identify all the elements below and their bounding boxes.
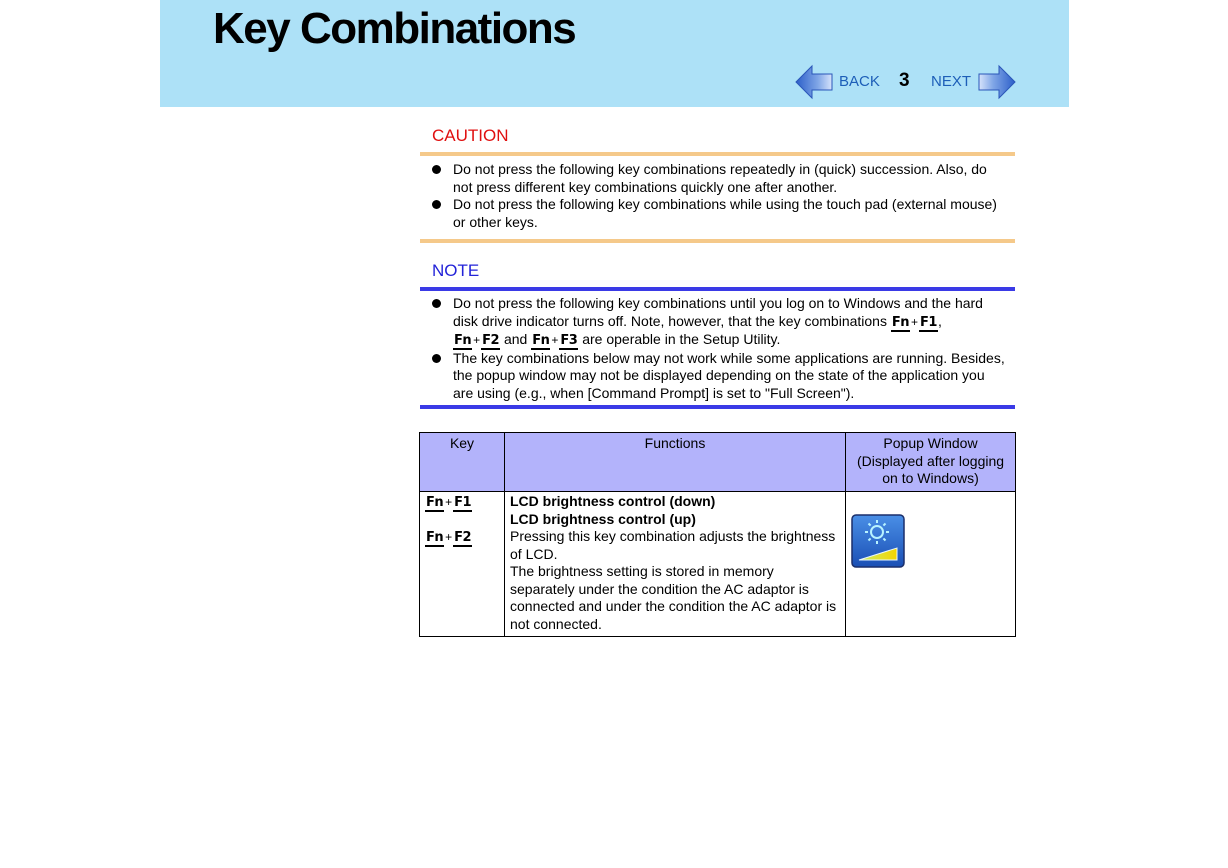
fn-key: Fn [891,314,909,330]
bullet-icon [432,299,441,308]
note-title: NOTE [432,261,480,280]
note-bottom-rule [420,405,1015,409]
f1-key: F1 [920,314,937,330]
back-link[interactable]: BACK [839,73,880,90]
caution-list [430,161,1005,231]
function-title-up: LCD brightness control (up) [510,510,696,527]
list-item: The key combinations below may not work while some applications are running. Besides, the popup window may not be displayed depending on the state of the application you are using (e.g., when [Command Prompt] is set to "Full Screen"). [430,350,1005,403]
header-popup: Popup Window (Displayed after logging on to Windows) [846,433,1016,492]
page-header [160,0,1069,107]
key-combination-table [419,432,1016,637]
popup-cell [846,492,1016,637]
key-cell: Fn + F1 Fn + F2 [420,492,505,637]
fn-key: Fn [426,495,444,510]
bullet-icon [432,165,441,174]
f1-key: F1 [454,495,472,510]
list-item: Do not press the following key combinations repeatedly in (quick) succession. Also, do not press different key combinations quickly one after another. [430,161,1005,196]
next-arrow-icon[interactable] [978,64,1016,100]
function-title-down: LCD brightness control (down) [510,493,716,509]
page-number: 3 [899,70,910,91]
caution-title: CAUTION [432,126,509,145]
note-top-rule [420,287,1015,291]
back-arrow-icon[interactable] [795,64,833,100]
next-link[interactable]: NEXT [931,73,972,90]
table-header-row [420,433,1016,492]
function-description-2: The brightness setting is stored in memory separately under the condition the AC adaptor is connected and under the condition the AC adaptor is not connected. [510,563,837,632]
note-list [430,295,1005,402]
f2-key: F2 [482,333,500,348]
f2-key: F2 [454,530,472,545]
fn-key: Fn [532,333,550,348]
list-item: Do not press the following key combinations while using the touch pad (external mouse) or other keys. [430,196,1005,231]
f3-key: F3 [560,333,578,348]
caution-bottom-rule [420,239,1015,243]
fn-key: Fn [454,333,472,348]
header-functions: Functions [505,433,846,492]
function-description: Pressing this key combination adjusts the brightness of LCD. [510,528,836,562]
table-row [420,492,1016,637]
header-key: Key [420,433,505,492]
bullet-icon [432,200,441,209]
fn-key: Fn [426,530,444,545]
page-title: Key Combinations [213,4,576,53]
list-item: Do not press the following key combinations until you log on to Windows and the hard disk drive indicator turns off. Note, however, that the key combinations Fn + F1, Fn + F2 and Fn + F3 are operable in the Setup Utility. [430,295,1005,350]
caution-top-rule [420,152,1015,156]
brightness-icon [851,514,905,568]
bullet-icon [432,354,441,363]
functions-cell [505,492,846,637]
